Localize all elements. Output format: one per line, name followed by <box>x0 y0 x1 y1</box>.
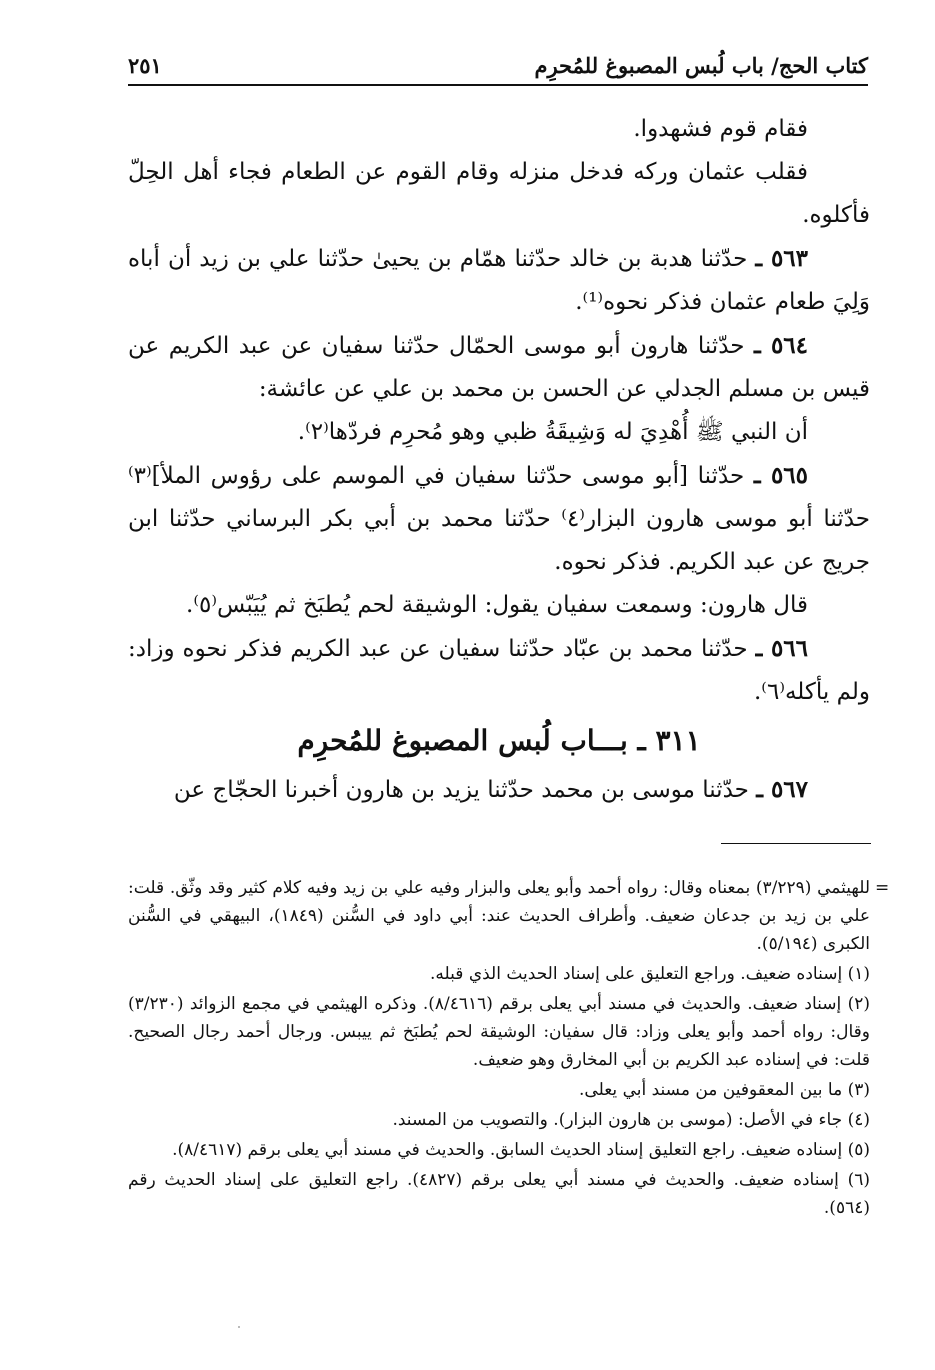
paragraph: فقلب عثمان وركه فدخل منزله وقام القوم عن الطعام فجاء أهل الحِلّ فأكلوه. <box>128 159 870 228</box>
footnotes <box>128 874 870 1224</box>
main-text <box>128 108 870 812</box>
footnote-5: (٥) إسناده ضعيف. راجع التعليق إسناد الحديث السابق. والحديث في مسند أبي يعلى برقم (٨/٤٦١٧). <box>172 1140 870 1160</box>
page-number: ٢٥١ <box>128 53 162 78</box>
chapter-title: كتاب الحج/ باب لُبس المصبوغ للمُحرِم <box>534 53 868 78</box>
hadith-text: حدّثنا هدبة بن خالد حدّثنا همّام بن يحيىٰ حدّثنا علي بن زيد أن أباه وَلِيَ طعام عثمان فذكر نحوه⁽¹⁾. <box>128 246 870 315</box>
footnote-1: (١) إسناده ضعيف. وراجع التعليق على إسناد الحديث الذي قبله. <box>430 964 870 984</box>
hadith-number: ٥٦٧ ـ <box>756 776 808 803</box>
running-header <box>128 44 868 86</box>
continuation-mark: = <box>875 878 890 898</box>
hadith-563 <box>128 237 870 324</box>
scan-speck <box>238 1326 240 1328</box>
hadith-text: حدّثنا هارون أبو موسى الحمّال حدّثنا سفيان عن عبد الكريم عن قيس بن مسلم الجدلي عن الحسن بن محمد بن علي عن عائشة: <box>128 333 870 402</box>
hadith-566 <box>128 627 870 714</box>
paragraph: فقام قوم فشهدوا. <box>633 116 808 142</box>
hadith-565 <box>128 454 870 584</box>
hadith-text: حدّثنا محمد بن عبّاد حدّثنا سفيان عن عبد الكريم فذكر نحوه وزاد: ولم يأكله⁽٦⁾. <box>128 636 870 705</box>
footnote-6: (٦) إسناده ضعيف. والحديث في مسند أبي يعلى برقم (٤٨٢٧). راجع التعليق على إسناد الحديث رقم (٥٦٤). <box>128 1170 871 1218</box>
hadith-number: ٥٦٥ ـ <box>753 462 809 489</box>
footnote-2: (٢) إسناد ضعيف. والحديث في مسند أبي يعلى برقم (٨/٤٦١٦). وذكره الهيثمي في مجمع الزوائد (٣/٢٣٠) وقال: رواه أحمد وأبو يعلى وزاد: قال سفيان: الوشيقة لحم يُطبَخ ثم ييبس. ورجال أحمد رجال الصحيح. قلت: في إسناده عبد الكريم بن أبي المخارق وهو ضعيف. <box>128 994 870 1070</box>
hadith-text: حدّثنا [أبو موسى حدّثنا سفيان في الموسم على رؤوس الملأ]⁽٣⁾ حدّثنا أبو موسى هارون البزار⁽٤⁾ حدّثنا محمد بن أبي بكر البرساني حدّثنا ابن جريج عن عبد الكريم. فذكر نحوه. <box>128 463 870 575</box>
hadith-564 <box>128 324 870 411</box>
hadith-number: ٥٦٣ ـ <box>755 245 809 272</box>
footnote-continuation: للهيثمي (٣/٢٢٩) بمعناه وقال: رواه أحمد وأبو يعلى والبزار وفيه علي بن زيد وفيه كلام كثير وقد وثّق. قلت: علي بن زيد بن جدعان ضعيف. وأطراف الحديث عند: أبي داود في السُّنن (١٨٤٩)، البيهقي في السُّنن الكبرى (٥/١٩٤). <box>128 878 871 954</box>
section-heading: ٣١١ ـ بـــاب لُبس المصبوغ للمُحرِم <box>297 724 701 757</box>
hadith-number: ٥٦٤ ـ <box>754 332 809 359</box>
hadith-text: حدّثنا موسى بن محمد حدّثنا يزيد بن هارون أخبرنا الحجّاج عن <box>173 777 749 803</box>
footnote-3: (٣) ما بين المعقوفين من مسند أبي يعلى. <box>579 1080 870 1100</box>
hadith-number: ٥٦٦ ـ <box>755 635 808 662</box>
footnote-4: (٤) جاء في الأصل: (موسى بن هارون البزار). والتصويب من المسند. <box>392 1110 870 1130</box>
hadith-567 <box>128 768 870 812</box>
footnote-separator <box>721 843 871 844</box>
paragraph: قال هارون: وسمعت سفيان يقول: الوشيقة لحم يُطبَخ ثم يُيَبّس⁽٥⁾. <box>186 592 808 618</box>
paragraph: أن النبي ﷺ أُهْدِيَ له وَشِيقَةُ ظبي وهو مُحرِم فردّها⁽٢⁾. <box>297 419 808 445</box>
